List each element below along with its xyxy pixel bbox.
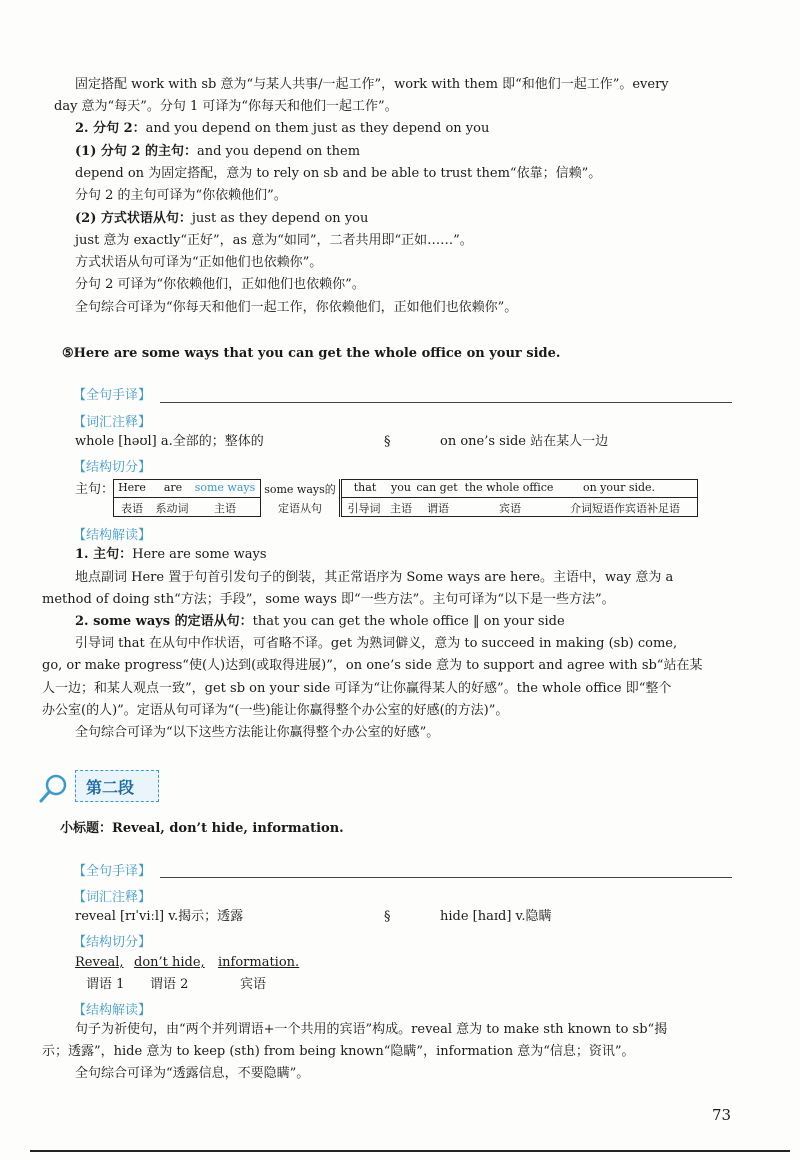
page-number: 73	[712, 1106, 732, 1124]
section-title: 第二段	[86, 778, 135, 797]
text-line: 全句综合可译为“你每天和他们一起工作，你依赖他们，正如他们也依赖你”。	[75, 300, 518, 315]
text-line: depend on 为固定搭配，意为 to rely on sb and be able to trust them“依靠；信赖”。	[75, 166, 602, 181]
clause-cell: you	[391, 481, 411, 494]
tag-translate: 【全句手译】	[73, 388, 152, 403]
clause-role: 谓语	[427, 502, 449, 515]
tag-split: 【结构切分】	[73, 935, 152, 950]
text-line: go, or make progress“使(人)达到(或取得进展)”，on one’s side 意为 to support and agree with sb“站在某	[42, 658, 703, 673]
main-role: 系动词	[155, 502, 189, 515]
clause-role: 主语	[390, 502, 412, 515]
text-line: 引导词 that 在从句中作状语，可省略不译。get 为熟词僻义，意为 to succeed in making (sb) come,	[75, 636, 678, 651]
explain1-rest: Here are some ways	[132, 547, 267, 562]
subtitle-text: Reveal, don’t hide, information.	[112, 821, 344, 836]
explain2-heading	[75, 613, 565, 631]
clause-cell: the whole office	[464, 481, 554, 494]
tag-explain: 【结构解读】	[73, 528, 152, 543]
text-line: 全句综合可译为“以下这些方法能让你赢得整个办公室的好感”。	[75, 725, 440, 740]
clause-cell: that	[353, 481, 377, 494]
sub2-rest: just as they depend on you	[191, 211, 369, 226]
tag-vocab: 【词汇注释】	[73, 890, 152, 905]
sub1-line	[75, 143, 360, 161]
subtitle-line	[60, 820, 344, 838]
main-cell: some ways	[194, 481, 256, 494]
subtitle-head: 小标题：	[60, 821, 113, 836]
text-line: 地点副词 Here 置于句首引发句子的倒装，其正常语序为 Some ways are here。主语中，way 意为 a	[75, 570, 674, 585]
sentence5-title: ⑤Here are some ways that you can get the whole office on your side.	[62, 346, 561, 361]
sub2-line	[75, 210, 368, 228]
clause-role: 介词短语作宾语补足语	[570, 502, 680, 515]
explain2-rest: that you can get the whole office ‖ on your side	[252, 614, 565, 629]
clause2-rest: and you depend on them just as they depend on you	[145, 121, 490, 136]
text-line: 全句综合可译为“透露信息，不要隐瞒”。	[75, 1066, 310, 1081]
answer-blank-line	[160, 402, 732, 403]
main-cell: are	[163, 481, 183, 494]
clause2-line	[75, 120, 489, 138]
main-clause-label: 主句：	[75, 482, 115, 497]
attributive-head: some ways的	[264, 483, 336, 496]
tag-explain: 【结构解读】	[73, 1003, 152, 1018]
tag-translate: 【全句手译】	[73, 864, 152, 879]
sub1-head: (1) 分句 2 的主句：	[75, 144, 197, 159]
vocab-separator-icon: §	[384, 434, 391, 449]
text-line: 方式状语从句可译为“正如他们也依赖你”。	[75, 255, 323, 270]
main-role: 主语	[214, 502, 236, 515]
text-line: method of doing sth“方法；手段”，some ways 即“一些方法”。主句可译为“以下是一些方法”。	[42, 592, 615, 607]
vocab-left: reveal [rɪˈviːl] v.揭示；透露	[75, 909, 244, 924]
clause-cell: can get	[416, 481, 458, 494]
text-line: 分句 2 的主句可译为“你依赖他们”。	[75, 188, 287, 203]
vocab-right: hide [haɪd] v.隐瞒	[440, 909, 552, 924]
split-word: don’t hide,	[134, 955, 205, 970]
split-role: 谓语 2	[150, 977, 189, 992]
text-line: 句子为祈使句，由“两个并列谓语+一个共用的宾语”构成。reveal 意为 to make sth known to sb“揭	[75, 1022, 668, 1037]
tag-split: 【结构切分】	[73, 460, 152, 475]
main-cell: Here	[118, 481, 146, 494]
text-line: day 意为“每天”。分句 1 可译为“你每天和他们一起工作”。	[54, 99, 398, 114]
magnifier-icon	[38, 772, 70, 804]
clause-role: 引导词	[347, 502, 381, 515]
explain1-head: 1. 主句：	[75, 547, 133, 562]
explain1-heading	[75, 546, 267, 564]
tag-vocab: 【词汇注释】	[73, 415, 152, 430]
bottom-divider	[30, 1150, 790, 1152]
explain2-head: 2. some ways 的定语从句：	[75, 614, 253, 629]
clause-role: 宾语	[499, 502, 521, 515]
vocab-right: on one’s side 站在某人一边	[440, 434, 609, 449]
text-line: 固定搭配 work with sb 意为“与某人共事/一起工作”，work with them 即“和他们一起工作”。every	[75, 77, 669, 92]
section-badge	[75, 770, 159, 802]
text-line: 人一边；和某人观点一致”，get sb on your side 可译为“让你赢得某人的好感”。the whole office 即“整个	[42, 681, 672, 696]
main-role: 表语	[121, 502, 143, 515]
split-role: 宾语	[240, 977, 267, 992]
split-word: information.	[218, 955, 300, 970]
attributive-label: 定语从句	[278, 502, 322, 515]
split-role: 谓语 1	[86, 977, 125, 992]
sub2-head: (2) 方式状语从句：	[75, 211, 192, 226]
vocab-separator-icon: §	[384, 909, 391, 924]
answer-blank-line	[160, 877, 732, 878]
clause-cell: on your side.	[582, 481, 656, 494]
split-word: Reveal,	[75, 955, 124, 970]
text-line: 办公室(的人)”。定语从句可译为“(一些)能让你赢得整个办公室的好感(的方法)”。	[42, 703, 509, 718]
vocab-left: whole [həʊl] a.全部的；整体的	[75, 434, 264, 449]
clause2-head: 2. 分句 2：	[75, 121, 146, 136]
text-line: just 意为 exactly“正好”，as 意为“如同”，二者共用即“正如……”。	[75, 233, 473, 248]
text-line: 示；透露”，hide 意为 to keep (sth) from being known“隐瞒”，information 意为“信息；资讯”。	[42, 1044, 635, 1059]
text-line: 分句 2 可译为“你依赖他们，正如他们也依赖你”。	[75, 277, 365, 292]
sub1-rest: and you depend on them	[196, 144, 361, 159]
